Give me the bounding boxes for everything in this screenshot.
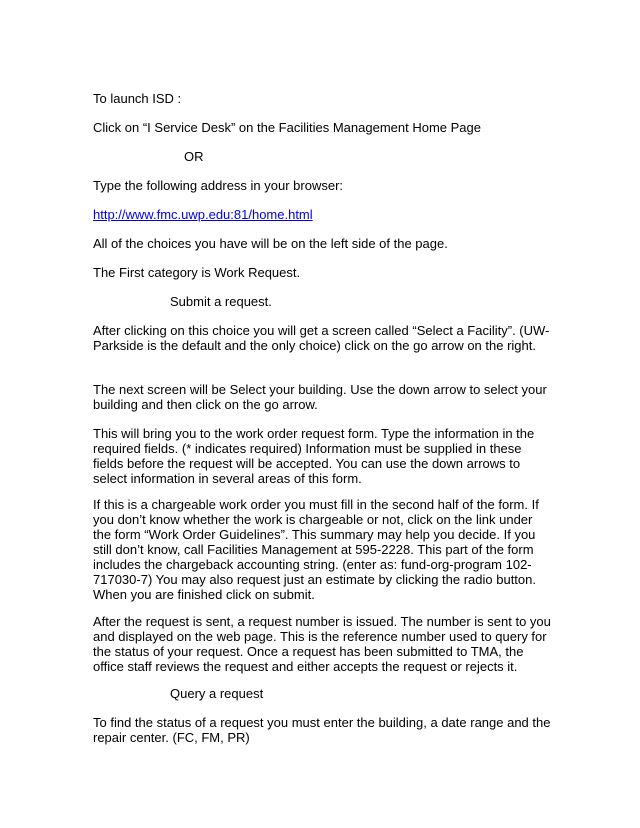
- chargeable-paragraph: If this is a chargeable work order you must fill in the second half of the form. If you don’t know whether the work is chargeable or not, click on the link under the form “Work Order Guidelines”. This summary may help you decide. If you still don’t know, call Facilities Management at 595-2228. This part of the form includes the chargeback accounting string. (enter as: fund-org-program 102-717030-7) You may also request just an estimate by clicking the radio button. When you are finished click on submit.: [93, 497, 539, 602]
- after-sent-paragraph: After the request is sent, a request number is issued. The number is sent to you and displayed on the web page. This is the reference number used to query for the status of your request. Once a request has been submitted to TMA, the office staff reviews the request and either accepts the request or rejects it.: [93, 614, 551, 674]
- home-url-link[interactable]: http://www.fmc.uwp.edu:81/home.html: [93, 207, 313, 222]
- launch-heading: To launch ISD :: [93, 91, 182, 106]
- work-order-form-paragraph: This will bring you to the work order request form. Type the information in the required fields. (* indicates required) Information must be supplied in these fields before the request will be accepted. You can use the down arrows to select information in several areas of this form.: [93, 426, 535, 486]
- choices-text: All of the choices you have will be on the left side of the page.: [93, 236, 448, 251]
- first-category-text: The First category is Work Request.: [93, 265, 301, 280]
- or-text: OR: [184, 149, 204, 164]
- submit-request-heading: Submit a request.: [170, 294, 272, 309]
- next-screen-paragraph: The next screen will be Select your building. Use the down arrow to select your building and then click on the go arrow.: [93, 382, 547, 412]
- url-line: [93, 207, 553, 222]
- after-clicking-paragraph: After clicking on this choice you will get a screen called “Select a Facility”. (UW-Parkside is the default and the only choice) click on the go arrow on the right.: [93, 323, 550, 353]
- click-instruction: Click on “I Service Desk” on the Facilities Management Home Page: [93, 120, 481, 135]
- type-address-instruction: Type the following address in your browser:: [93, 178, 344, 193]
- find-status-paragraph: To find the status of a request you must enter the building, a date range and the repair center. (FC, FM, PR): [93, 715, 551, 745]
- query-request-heading: Query a request: [170, 686, 264, 701]
